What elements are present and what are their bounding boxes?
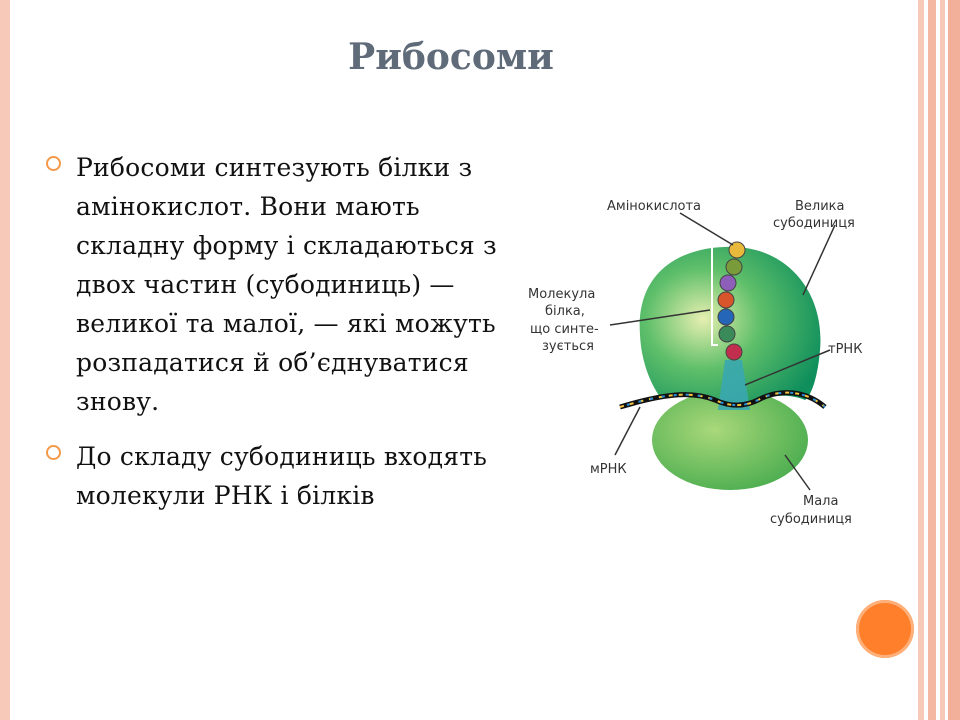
right-frame-stripes: [918, 0, 960, 720]
label-large-subunit-line2: субодиниця: [773, 216, 855, 231]
label-protein-line2: білка,: [545, 304, 585, 319]
bullet-text: Рибосоми синтезують білки з амінокислот. Вони мають складну форму і складаються з двох частин (субодиниць) — великої та малої, — які можуть розпадатися й об’єднуватися знову.: [76, 153, 497, 416]
left-frame-bar: [0, 0, 10, 720]
label-protein-line3: що синте-: [530, 322, 599, 337]
bullet-item: [44, 437, 514, 515]
label-small-subunit-line2: субодиниця: [770, 512, 852, 527]
bullet-list: [44, 148, 514, 531]
ribosome-diagram: [520, 185, 900, 535]
label-small-subunit-line1: Мала: [803, 494, 839, 509]
bullet-text: До складу субодиниць входять молекули РНК і білків: [76, 442, 488, 510]
bullet-ring-icon: [46, 156, 61, 171]
label-large-subunit-line1: Велика: [795, 199, 845, 214]
label-amino-acid: Амінокислота: [607, 199, 702, 214]
bullet-ring-icon: [46, 445, 61, 460]
slide-title: Рибосоми: [348, 36, 554, 78]
label-trna: тРНК: [828, 342, 863, 357]
label-protein-line4: зується: [542, 339, 594, 354]
label-protein-line1: Молекула: [528, 287, 596, 302]
orange-accent-dot: [856, 600, 914, 658]
label-mrna: мРНК: [590, 462, 627, 477]
bullet-item: [44, 148, 514, 421]
